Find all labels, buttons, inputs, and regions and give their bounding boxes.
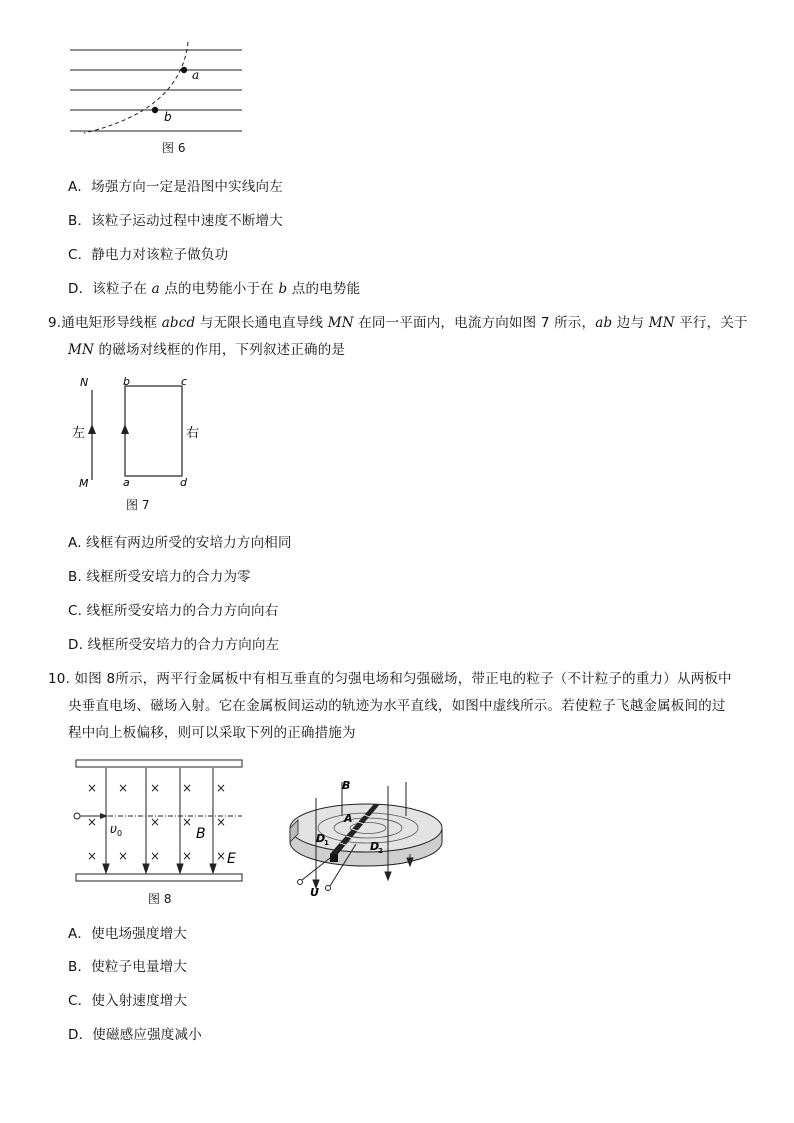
b-field-cross: × xyxy=(150,815,161,829)
b-field-cross: × xyxy=(150,849,161,863)
figure-7 xyxy=(68,372,208,492)
q8-option-a: A．场强方向一定是沿图中实线向左 xyxy=(68,179,283,195)
figure-6 xyxy=(60,40,260,140)
q9-option-d: D. 线框所受安培力的合力方向向左 xyxy=(68,637,280,653)
label-a: a xyxy=(192,68,200,82)
label-a: A xyxy=(344,812,353,825)
label-v0-sub: 0 xyxy=(117,829,123,838)
figure-6-caption: 图 6 xyxy=(162,141,186,155)
loop-abcd xyxy=(125,386,182,476)
velocity-arrowhead xyxy=(100,813,108,819)
q9-option-c: C. 线框所受安培力的合力方向向右 xyxy=(68,603,279,619)
particle-entry-point xyxy=(74,813,80,819)
b-field-cross: × xyxy=(118,849,129,863)
label-left: 左 xyxy=(72,426,86,441)
label-b-field: B xyxy=(196,826,206,842)
wire-current-arrow xyxy=(88,424,96,434)
terminal-right xyxy=(326,886,331,891)
q10-option-b: B．使粒子电量增大 xyxy=(68,959,188,975)
label-v0: υ xyxy=(110,822,117,836)
label-b: b xyxy=(164,110,172,124)
label-n: N xyxy=(80,376,89,389)
label-right: 右 xyxy=(186,426,200,441)
label-d2: D xyxy=(370,840,380,853)
q10-option-c: C．使入射速度增大 xyxy=(68,993,188,1009)
b-field-cross: × xyxy=(216,781,227,795)
b-field-arrowhead xyxy=(385,872,391,880)
cyclotron-figure xyxy=(276,776,446,900)
b-field-cross: × xyxy=(87,849,98,863)
dee-top-face xyxy=(290,804,442,852)
terminal-left xyxy=(298,880,303,885)
b-field-cross: × xyxy=(216,849,227,863)
lower-plate xyxy=(76,874,242,881)
q10-option-d: D．使磁感应强度减小 xyxy=(68,1027,202,1043)
figure-7-caption: 图 7 xyxy=(126,498,150,512)
label-d2-sub: 2 xyxy=(378,847,383,855)
loop-current-arrow xyxy=(121,424,129,434)
q10-stem-line3: 程中向上板偏移，则可以采取下列的正确措施为 xyxy=(68,725,356,741)
label-u: U xyxy=(310,886,319,899)
b-field-cross: × xyxy=(87,781,98,795)
q10-stem-line1: 10. 如图 8所示，两平行金属板中有相互垂直的匀强电场和匀强磁场，带正电的粒子（不计粒子的重力）从两板中 xyxy=(48,671,732,687)
dee-gap-side xyxy=(330,854,338,862)
label-m: M xyxy=(79,477,89,490)
q8-option-d: D．该粒子在 a 点的电势能小于在 b 点的电势能 xyxy=(68,281,361,297)
b-field-cross: × xyxy=(182,781,193,795)
upper-plate xyxy=(76,760,242,767)
q8-option-b: B．该粒子运动过程中速度不断增大 xyxy=(68,213,283,229)
b-field-cross: × xyxy=(182,815,193,829)
q8-option-c: C．静电力对该粒子做负功 xyxy=(68,247,229,263)
b-field-cross: × xyxy=(118,781,129,795)
label-c: c xyxy=(181,375,188,388)
point-a xyxy=(181,67,187,73)
figure-8 xyxy=(70,756,250,886)
q10-stem-line2: 央垂直电场、磁场入射。它在金属板间运动的轨迹为水平直线，如图中虚线所示。若使粒子飞越金属板间的过 xyxy=(68,698,726,714)
b-field-cross: × xyxy=(182,849,193,863)
label-e-field: E xyxy=(227,851,236,867)
point-b xyxy=(152,107,158,113)
b-field-cross: × xyxy=(87,815,98,829)
label-b: b xyxy=(123,375,130,388)
b-field-cross: × xyxy=(216,815,227,829)
q9-stem-line1: 9.通电矩形导线框 abcd 与无限长通电直导线 MN 在同一平面内，电流方向如图 7 所示，ab 边与 MN 平行，关于 xyxy=(48,315,748,331)
particle-trajectory xyxy=(84,42,188,133)
b-field-cross: × xyxy=(150,781,161,795)
q9-option-a: A. 线框有两边所受的安培力方向相同 xyxy=(68,535,292,551)
q9-option-b: B. 线框所受安培力的合力为零 xyxy=(68,569,251,585)
label-a: a xyxy=(123,476,130,489)
q10-option-a: A．使电场强度增大 xyxy=(68,926,188,942)
label-d1: D xyxy=(316,832,326,845)
label-b: B xyxy=(342,779,351,792)
figure-8-caption: 图 8 xyxy=(148,892,172,906)
q9-stem-line2: MN 的磁场对线框的作用，下列叙述正确的是 xyxy=(68,342,346,358)
label-d: d xyxy=(180,476,187,489)
label-d1-sub: 1 xyxy=(324,839,329,847)
